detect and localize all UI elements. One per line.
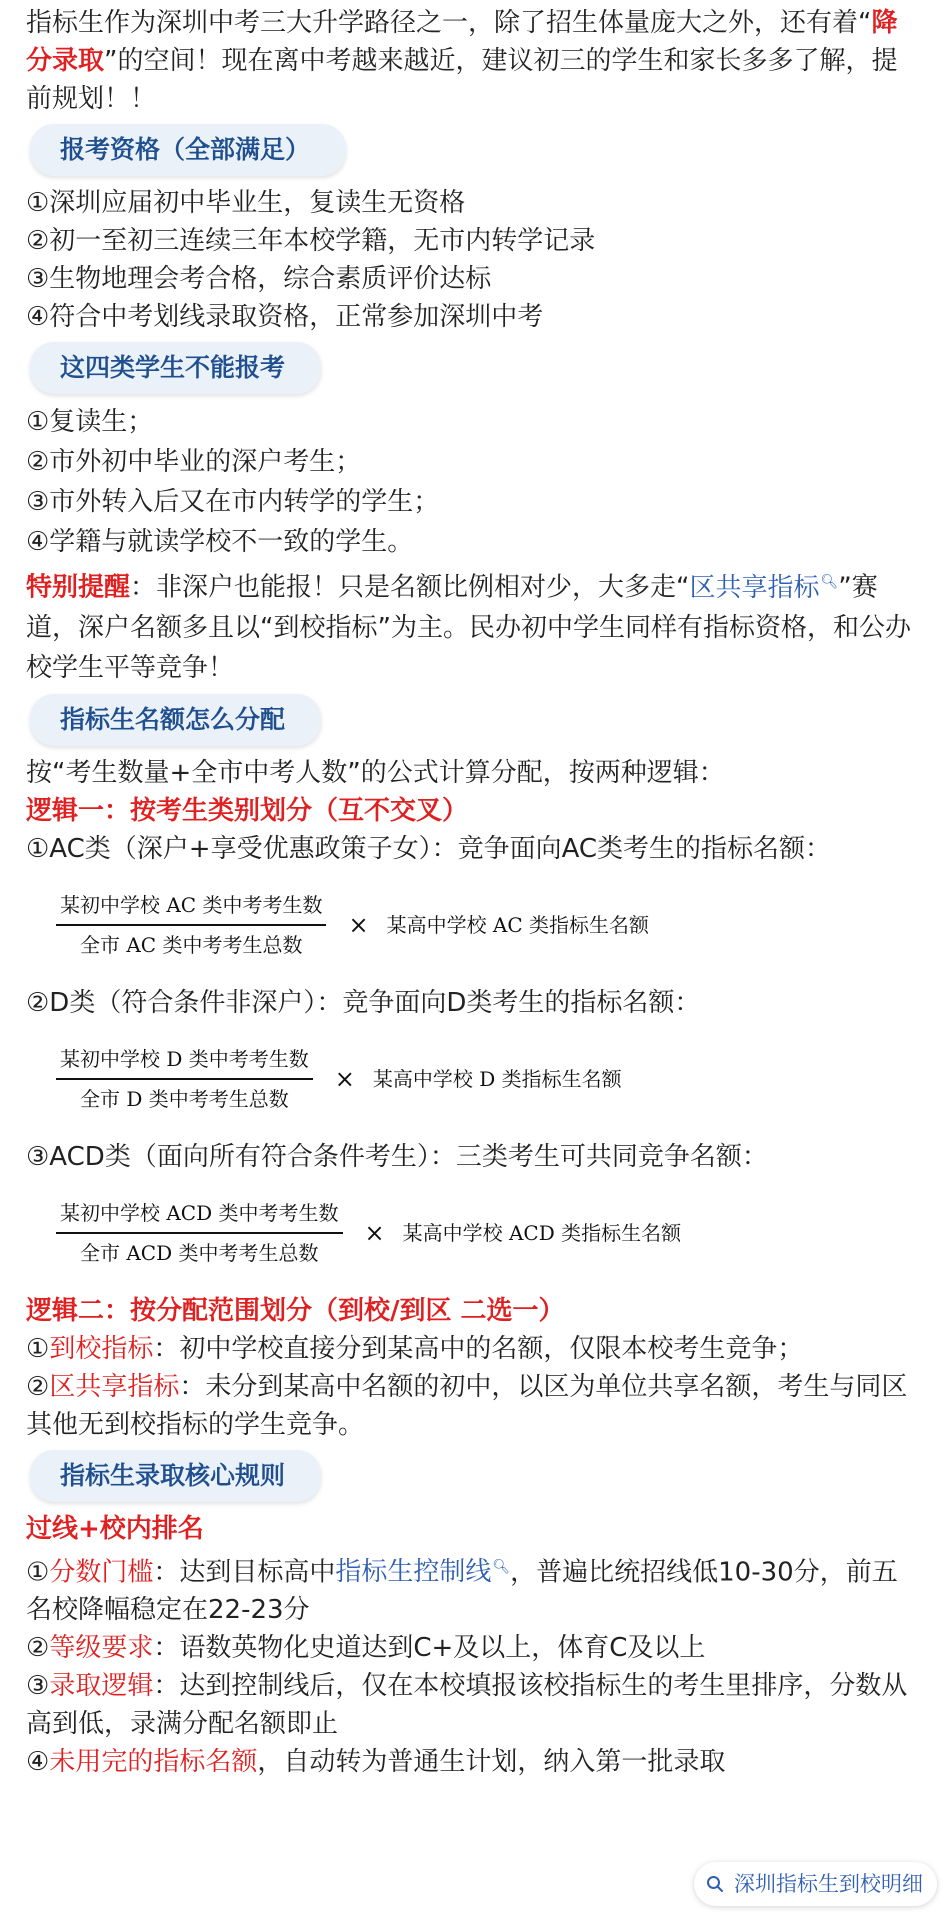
logic2-title: 逻辑二：按分配范围划分（到校/到区 二选一） bbox=[26, 1295, 565, 1326]
link-district-shared-quota[interactable] bbox=[690, 573, 839, 603]
item-term: 分数门槛 bbox=[49, 1557, 154, 1588]
list-item bbox=[26, 1330, 919, 1368]
intro-highlight: 降分录取 bbox=[26, 8, 898, 76]
formula-ac bbox=[56, 890, 919, 960]
list-item: ①深圳应届初中毕业生，复读生无资格 bbox=[26, 188, 466, 218]
item-text: ：达到控制线后，仅在本校填报该校指标生的考生里排序，分数从高到低，录满分配名额即止 bbox=[26, 1671, 908, 1740]
intro-text-2: ”的空间！现在离中考越来越近，建议初三的学生和家长多多了解，提前规划！！ bbox=[26, 46, 898, 114]
times-sign: × bbox=[334, 1064, 355, 1093]
link-label: 区共享指标 bbox=[689, 572, 820, 603]
item-number: ① bbox=[26, 1557, 50, 1588]
ac-line: ①AC类（深户+享受优惠政策子女）：竞争面向AC类考生的指标名额： bbox=[26, 833, 832, 864]
link-label: 指标生控制线 bbox=[335, 1557, 492, 1588]
logic1-title: 逻辑一：按考生类别划分（互不交叉） bbox=[26, 795, 469, 826]
intro-text-1: 指标生作为深圳中考三大升学路径之一，除了招生体量庞大之外，还有着“ bbox=[26, 8, 872, 38]
search-suggestion-chip[interactable] bbox=[694, 1862, 937, 1906]
list-item bbox=[26, 1548, 919, 1630]
item-term: 区共享指标 bbox=[49, 1371, 180, 1402]
item-text: ，普遍比统招线低10-30分，前五名校降幅稳定在22-23分 bbox=[26, 1557, 898, 1626]
item-number: ① bbox=[26, 1333, 50, 1364]
list-item: ①复读生； bbox=[26, 407, 154, 437]
logic2-list bbox=[26, 1330, 919, 1444]
heading-qualifications: 报考资格（全部满足） bbox=[30, 124, 346, 176]
list-item: ③市外转入后又在市内转学的学生； bbox=[26, 487, 440, 517]
reminder-text-1: ：非深户也能报！只是名额比例相对少，大多走“ bbox=[130, 572, 690, 603]
heading-admission-rules: 指标生录取核心规则 bbox=[30, 1450, 321, 1502]
rule-title: 过线+校内排名 bbox=[26, 1513, 204, 1544]
formula-d bbox=[56, 1044, 919, 1114]
search-icon: 🔍︎ bbox=[820, 574, 839, 590]
list-item: ④符合中考划线录取资格，正常参加深圳中考 bbox=[26, 302, 544, 332]
list-item bbox=[26, 1743, 919, 1781]
fraction bbox=[56, 890, 326, 960]
acd-line: ③ACD类（面向所有符合条件考生）：三类考生可共同竞争名额： bbox=[26, 1141, 768, 1172]
item-number: ③ bbox=[26, 1671, 50, 1702]
item-number: ④ bbox=[26, 1747, 50, 1778]
heading-allocation: 指标生名额怎么分配 bbox=[30, 694, 321, 746]
list-item: ③生物地理会考合格，综合素质评价达标 bbox=[26, 264, 492, 294]
item-text: ：初中学校直接分到某高中的名额，仅限本校考生竞争； bbox=[153, 1333, 804, 1364]
item-number: ② bbox=[26, 1633, 50, 1664]
list-item: ②初一至初三连续三年本校学籍，无市内转学记录 bbox=[26, 226, 596, 256]
reminder-label: 特别提醒 bbox=[26, 572, 131, 603]
denominator: 全市 D 类中考考生总数 bbox=[80, 1086, 289, 1111]
allocation-intro: 按“考生数量+全市中考人数”的公式计算分配，按两种逻辑： bbox=[26, 757, 725, 788]
denominator: 全市 AC 类中考考生总数 bbox=[80, 932, 303, 957]
item-number: ② bbox=[26, 1371, 50, 1402]
item-text: ：未分到某高中名额的初中，以区为单位共享名额，考生与同区其他无到校指标的学生竞争。 bbox=[26, 1371, 908, 1440]
list-item bbox=[26, 1667, 919, 1743]
item-text: ：语数英物化史道达到C+及以上，体育C及以上 bbox=[153, 1633, 706, 1664]
list-item bbox=[26, 1629, 919, 1667]
times-sign: × bbox=[364, 1218, 385, 1247]
special-reminder bbox=[26, 562, 919, 688]
list-item bbox=[26, 1368, 919, 1444]
search-icon bbox=[706, 1875, 724, 1893]
item-text: ：达到目标高中 bbox=[153, 1557, 336, 1588]
d-line: ②D类（符合条件非深户）：竞争面向D类考生的指标名额： bbox=[26, 987, 701, 1018]
numerator: 某初中学校 ACD 类中考考生数 bbox=[56, 1198, 343, 1234]
numerator: 某初中学校 AC 类中考考生数 bbox=[56, 890, 326, 926]
item-text: ，自动转为普通生计划，纳入第一批录取 bbox=[257, 1747, 726, 1778]
intro-paragraph bbox=[26, 4, 919, 118]
item-term: 到校指标 bbox=[49, 1333, 154, 1364]
formula-acd bbox=[56, 1198, 919, 1268]
item-term: 等级要求 bbox=[49, 1633, 154, 1664]
link-control-line[interactable] bbox=[335, 1557, 510, 1587]
item-term: 未用完的指标名额 bbox=[49, 1747, 258, 1778]
search-icon: 🔍︎ bbox=[492, 1558, 511, 1575]
excluded-list bbox=[26, 402, 919, 562]
qualifications-list bbox=[26, 184, 919, 336]
denominator: 全市 ACD 类中考考生总数 bbox=[80, 1240, 319, 1265]
fraction bbox=[56, 1044, 313, 1114]
times-sign: × bbox=[348, 910, 369, 939]
list-item: ④学籍与就读学校不一致的学生。 bbox=[26, 527, 414, 557]
formula-rhs: 某高中学校 AC 类指标生名额 bbox=[386, 912, 650, 937]
heading-excluded: 这四类学生不能报考 bbox=[30, 342, 321, 394]
reminder-text-2: ”赛道，深户名额多且以“到校指标”为主。民办初中学生同样有指标资格，和公办校学生平等竞争！ bbox=[26, 572, 911, 683]
item-term: 录取逻辑 bbox=[49, 1671, 154, 1702]
rules-list bbox=[26, 1548, 919, 1782]
formula-rhs: 某高中学校 D 类指标生名额 bbox=[372, 1066, 622, 1091]
numerator: 某初中学校 D 类中考考生数 bbox=[56, 1044, 313, 1080]
list-item: ②市外初中毕业的深户考生； bbox=[26, 447, 362, 477]
search-chip-label: 深圳指标生到校明细 bbox=[734, 1872, 923, 1896]
formula-rhs: 某高中学校 ACD 类指标生名额 bbox=[402, 1220, 682, 1245]
fraction bbox=[56, 1198, 343, 1268]
